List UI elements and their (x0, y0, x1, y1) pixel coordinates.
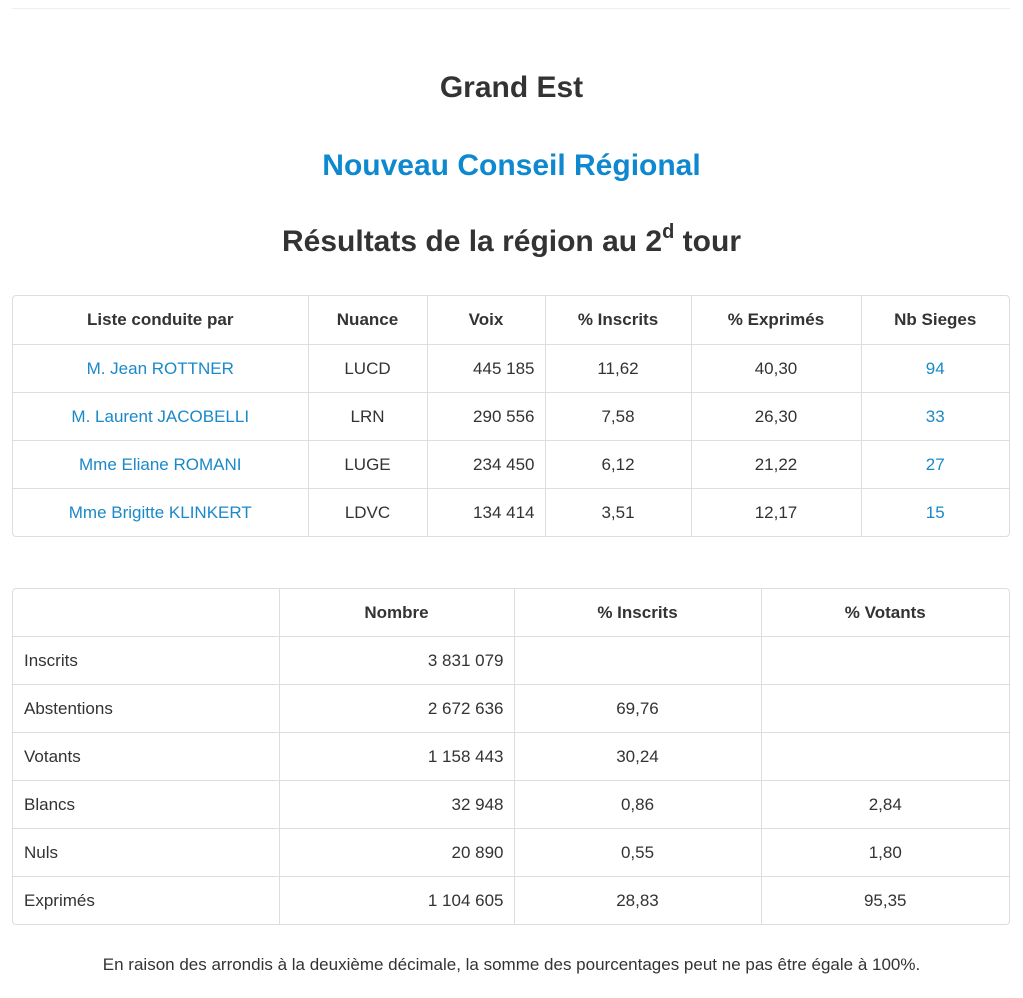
row-label: Votants (13, 733, 279, 781)
sieges-cell (861, 393, 1009, 441)
table-row (13, 829, 1009, 877)
pct-exprimes-cell: 26,30 (691, 393, 861, 441)
pct-votants-cell: 95,35 (761, 877, 1009, 925)
rounding-footnote: En raison des arrondis à la deuxième décimale, la somme des pourcentages peut ne pas être égale à 100%. (102, 955, 921, 974)
lists-results-table (12, 295, 1010, 537)
col-header-nombre: Nombre (279, 589, 514, 637)
table-row (13, 441, 1009, 489)
pct-inscrits-cell: 0,86 (514, 781, 761, 829)
table-row (13, 877, 1009, 925)
leader-link[interactable]: M. Jean ROTTNER (86, 358, 234, 378)
nuance-cell: LUGE (308, 441, 427, 489)
table-row (13, 685, 1009, 733)
col-header-pct-votants: % Votants (761, 589, 1009, 637)
row-label: Blancs (13, 781, 279, 829)
table-row (13, 781, 1009, 829)
pct-inscrits-cell: 28,83 (514, 877, 761, 925)
pct-votants-cell: 2,84 (761, 781, 1009, 829)
results-title-suffix: tour (674, 225, 741, 258)
col-header-nuance: Nuance (308, 296, 427, 345)
council-title: Nouveau Conseil Régional (322, 149, 701, 182)
sieges-cell (861, 441, 1009, 489)
voix-cell: 290 556 (427, 393, 545, 441)
region-title: Grand Est (439, 71, 584, 104)
pct-exprimes-cell: 21,22 (691, 441, 861, 489)
pct-inscrits-cell: 3,51 (545, 489, 691, 537)
voix-cell: 445 185 (427, 345, 545, 393)
nuance-cell: LRN (308, 393, 427, 441)
row-label: Inscrits (13, 637, 279, 685)
col-header-leader: Liste conduite par (87, 310, 234, 329)
nombre-cell: 20 890 (279, 829, 514, 877)
pct-inscrits-cell: 7,58 (545, 393, 691, 441)
sieges-link[interactable]: 33 (925, 406, 945, 426)
col-header-sieges: Nb Sieges (861, 296, 1009, 345)
leader-cell (13, 393, 308, 441)
leader-cell (13, 489, 308, 537)
pct-inscrits-cell: 30,24 (514, 733, 761, 781)
participation-table (12, 588, 1010, 925)
pct-inscrits-cell: 69,76 (514, 685, 761, 733)
top-divider (12, 8, 1010, 9)
results-title-sup: d (662, 221, 675, 243)
table-row (13, 489, 1009, 537)
col-header-pct-exprimes: % Exprimés (691, 296, 861, 345)
sieges-link[interactable]: 27 (925, 454, 945, 474)
sieges-link[interactable]: 94 (925, 358, 945, 378)
nombre-cell: 3 831 079 (279, 637, 514, 685)
voix-cell: 234 450 (427, 441, 545, 489)
leader-link[interactable]: Mme Eliane ROMANI (79, 454, 242, 474)
nuance-cell: LUCD (308, 345, 427, 393)
sieges-cell (861, 489, 1009, 537)
results-title (0, 222, 1023, 262)
table-row (13, 637, 1009, 685)
leader-cell (13, 345, 308, 393)
pct-votants-cell (761, 637, 1009, 685)
pct-inscrits-cell (514, 637, 761, 685)
nombre-cell: 1 158 443 (279, 733, 514, 781)
pct-exprimes-cell: 12,17 (691, 489, 861, 537)
col-header-pct-inscrits: % Inscrits (514, 589, 761, 637)
pct-inscrits-cell: 6,12 (545, 441, 691, 489)
table-row (13, 733, 1009, 781)
sieges-cell (861, 345, 1009, 393)
results-title-prefix: Résultats de la région au 2 (282, 225, 663, 258)
pct-inscrits-cell: 11,62 (545, 345, 691, 393)
pct-exprimes-cell: 40,30 (691, 345, 861, 393)
col-header-empty (13, 589, 279, 637)
table-row (13, 345, 1009, 393)
nombre-cell: 32 948 (279, 781, 514, 829)
nombre-cell: 2 672 636 (279, 685, 514, 733)
nombre-cell: 1 104 605 (279, 877, 514, 925)
table-header-row (13, 589, 1009, 637)
pct-votants-cell (761, 733, 1009, 781)
sieges-link[interactable]: 15 (925, 502, 945, 522)
table-header-row (13, 296, 1009, 345)
pct-votants-cell: 1,80 (761, 829, 1009, 877)
nuance-cell: LDVC (308, 489, 427, 537)
leader-link[interactable]: M. Laurent JACOBELLI (71, 406, 250, 426)
pct-inscrits-cell: 0,55 (514, 829, 761, 877)
row-label: Nuls (13, 829, 279, 877)
col-header-pct-inscrits: % Inscrits (545, 296, 691, 345)
voix-cell: 134 414 (427, 489, 545, 537)
leader-link[interactable]: Mme Brigitte KLINKERT (68, 502, 252, 522)
pct-votants-cell (761, 685, 1009, 733)
row-label: Exprimés (13, 877, 279, 925)
row-label: Abstentions (13, 685, 279, 733)
table-row (13, 393, 1009, 441)
col-header-voix: Voix (427, 296, 545, 345)
leader-cell (13, 441, 308, 489)
